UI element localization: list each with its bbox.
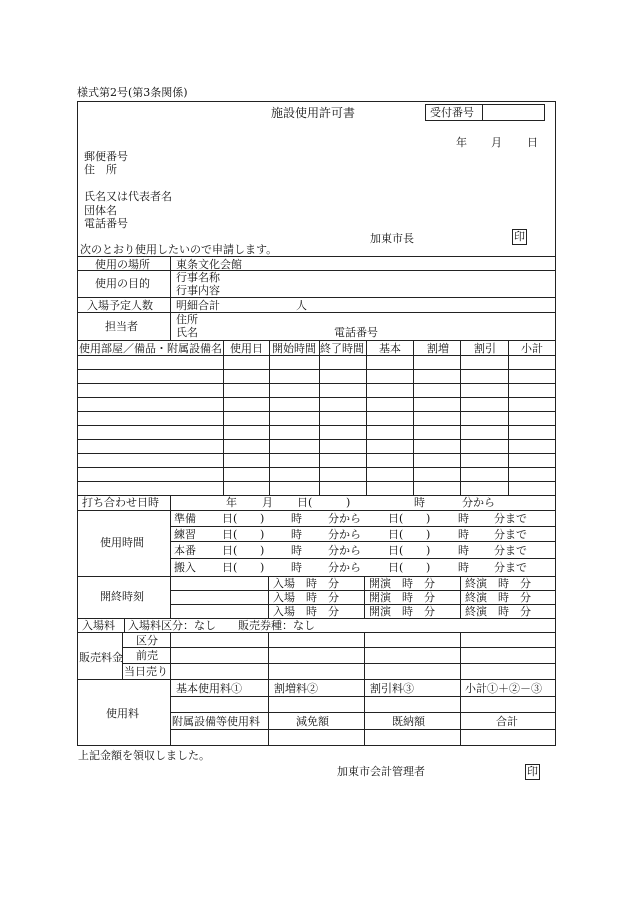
usage-time-label: 使用時間: [100, 536, 144, 549]
hour-label: 時: [458, 528, 469, 541]
form-label: 様式第2号(第3条関係): [77, 86, 188, 99]
sales-price-label: 販売料金: [79, 651, 123, 664]
surcharge-fee-label: 割増料②: [274, 682, 318, 695]
usage-time-row-name: 搬入: [174, 561, 196, 574]
from-label: 分から: [328, 544, 361, 557]
date-month: 月: [491, 136, 502, 149]
table-column-line: [223, 340, 224, 495]
meeting-label: 打ち合わせ日時: [82, 496, 159, 509]
mayor-seal: 印: [514, 230, 525, 243]
place-label: 使用の場所: [95, 258, 150, 271]
admission-fee-value: 入場料区分：なし 販売券種：なし: [128, 619, 315, 632]
header-end-time: 終了時間: [320, 342, 364, 355]
until-label: 分まで: [494, 528, 527, 541]
table-column-line: [269, 340, 270, 495]
entry-time: 入場 時 分: [273, 591, 339, 604]
start-time: 開演 時 分: [369, 577, 435, 590]
usage-time-row-name: 本番: [174, 544, 196, 557]
day-open: 日(: [388, 512, 404, 525]
group-name-label: 団体名: [84, 204, 117, 217]
header-basic: 基本: [379, 342, 401, 355]
table-row[interactable]: [77, 453, 556, 454]
advance-sale-label: 前売: [136, 649, 158, 662]
document-title: 施設使用許可書: [271, 106, 356, 120]
attendance-total-label: 明細合計: [176, 299, 220, 312]
day-close: ): [260, 561, 265, 574]
from-label: 分から: [328, 561, 361, 574]
day-close: ): [426, 561, 431, 574]
contact-name-label: 氏名: [176, 326, 198, 339]
meeting-month: 月: [262, 496, 273, 509]
meeting-hour: 時: [414, 496, 425, 509]
day-open: 日(: [388, 561, 404, 574]
table-column-line: [366, 340, 367, 495]
table-row[interactable]: [77, 467, 556, 468]
day-open: 日(: [222, 561, 238, 574]
contact-phone-label: 電話番号: [334, 326, 378, 339]
day-open: 日(: [388, 544, 404, 557]
date-year: 年: [456, 136, 467, 149]
entry-time: 入場 時 分: [273, 577, 339, 590]
place-value: 東条文化会館: [176, 258, 242, 271]
day-open: 日(: [222, 512, 238, 525]
receipt-text: 上記金額を領収しました。: [78, 749, 210, 762]
usage-fee-label: 使用料: [106, 707, 139, 720]
table-row[interactable]: [77, 397, 556, 398]
until-label: 分まで: [494, 561, 527, 574]
postal-code-label: 郵便番号: [84, 150, 128, 163]
start-time: 開演 時 分: [369, 591, 435, 604]
reduction-label: 減免額: [296, 715, 329, 728]
from-label: 分から: [328, 528, 361, 541]
table-row[interactable]: [77, 369, 556, 370]
table-row[interactable]: [77, 439, 556, 440]
sales-category-label: 区分: [136, 634, 158, 647]
hour-label: 時: [291, 544, 302, 557]
representative-name-label: 氏名又は代表者名: [84, 190, 172, 203]
table-row[interactable]: [77, 425, 556, 426]
header-start-time: 開始時間: [272, 342, 316, 355]
equipment-fee-label: 附属設備等使用料: [172, 715, 260, 728]
entry-time: 入場 時 分: [273, 605, 339, 618]
meeting-from: 分から: [462, 496, 495, 509]
table-column-line: [508, 340, 509, 495]
table-row[interactable]: [77, 383, 556, 384]
contact-label: 担当者: [105, 320, 138, 333]
same-day-sale-label: 当日売り: [124, 665, 168, 678]
until-label: 分まで: [494, 512, 527, 525]
day-close: ): [426, 528, 431, 541]
table-row[interactable]: [77, 481, 556, 482]
event-name-label: 行事名称: [176, 271, 220, 284]
day-open: 日(: [222, 544, 238, 557]
hour-label: 時: [291, 561, 302, 574]
hour-label: 時: [458, 561, 469, 574]
mayor-label: 加東市長: [370, 232, 414, 245]
day-close: ): [426, 512, 431, 525]
start-time: 開演 時 分: [369, 605, 435, 618]
receipt-number-field[interactable]: [484, 105, 544, 120]
phone-label: 電話番号: [84, 217, 128, 230]
usage-time-row-name: 練習: [174, 528, 196, 541]
hour-label: 時: [458, 544, 469, 557]
day-open: 日(: [222, 528, 238, 541]
from-label: 分から: [328, 512, 361, 525]
end-time: 終演 時 分: [465, 577, 531, 590]
day-close: ): [260, 528, 265, 541]
hour-label: 時: [291, 512, 302, 525]
date-day: 日: [527, 136, 538, 149]
table-column-line: [319, 340, 320, 495]
day-open: 日(: [388, 528, 404, 541]
header-room-equipment: 使用部屋／備品・附属設備名: [79, 342, 222, 355]
purpose-label: 使用の目的: [95, 277, 150, 290]
basic-fee-label: 基本使用料①: [176, 682, 242, 695]
attendance-label: 入場予定人数: [87, 299, 153, 312]
request-text: 次のとおり使用したいので申請します。: [80, 243, 278, 256]
day-close: ): [260, 544, 265, 557]
end-time: 終演 時 分: [465, 605, 531, 618]
table-column-line: [413, 340, 414, 495]
admission-fee-label: 入場料: [82, 619, 115, 632]
contact-address-label: 住所: [176, 313, 198, 326]
hour-label: 時: [458, 512, 469, 525]
attendance-unit: 人: [296, 299, 307, 312]
paid-amount-label: 既納額: [392, 715, 425, 728]
total-label: 合計: [496, 715, 518, 728]
hour-label: 時: [291, 528, 302, 541]
table-column-line: [460, 340, 461, 495]
meeting-day: 日(: [297, 496, 313, 509]
header-discount: 割引: [474, 342, 496, 355]
header-surcharge: 割増: [427, 342, 449, 355]
address-label: 住 所: [84, 163, 117, 176]
receipt-number-label: 受付番号: [430, 106, 474, 119]
end-time: 終演 時 分: [465, 591, 531, 604]
until-label: 分まで: [494, 544, 527, 557]
event-content-label: 行事内容: [176, 284, 220, 297]
usage-time-row-name: 準備: [174, 512, 196, 525]
header-subtotal: 小計: [521, 342, 543, 355]
table-row[interactable]: [77, 355, 556, 356]
discount-fee-label: 割引料③: [370, 682, 414, 695]
table-row[interactable]: [77, 411, 556, 412]
open-close-label: 開終時刻: [100, 590, 144, 603]
meeting-day-close: ): [346, 496, 351, 509]
meeting-year: 年: [226, 496, 237, 509]
day-close: ): [260, 512, 265, 525]
day-close: ): [426, 544, 431, 557]
treasurer-label: 加東市会計管理者: [337, 765, 425, 778]
fee-subtotal-label: 小計①＋②－③: [465, 682, 542, 695]
header-use-date: 使用日: [230, 342, 263, 355]
treasurer-seal: 印: [527, 765, 538, 778]
